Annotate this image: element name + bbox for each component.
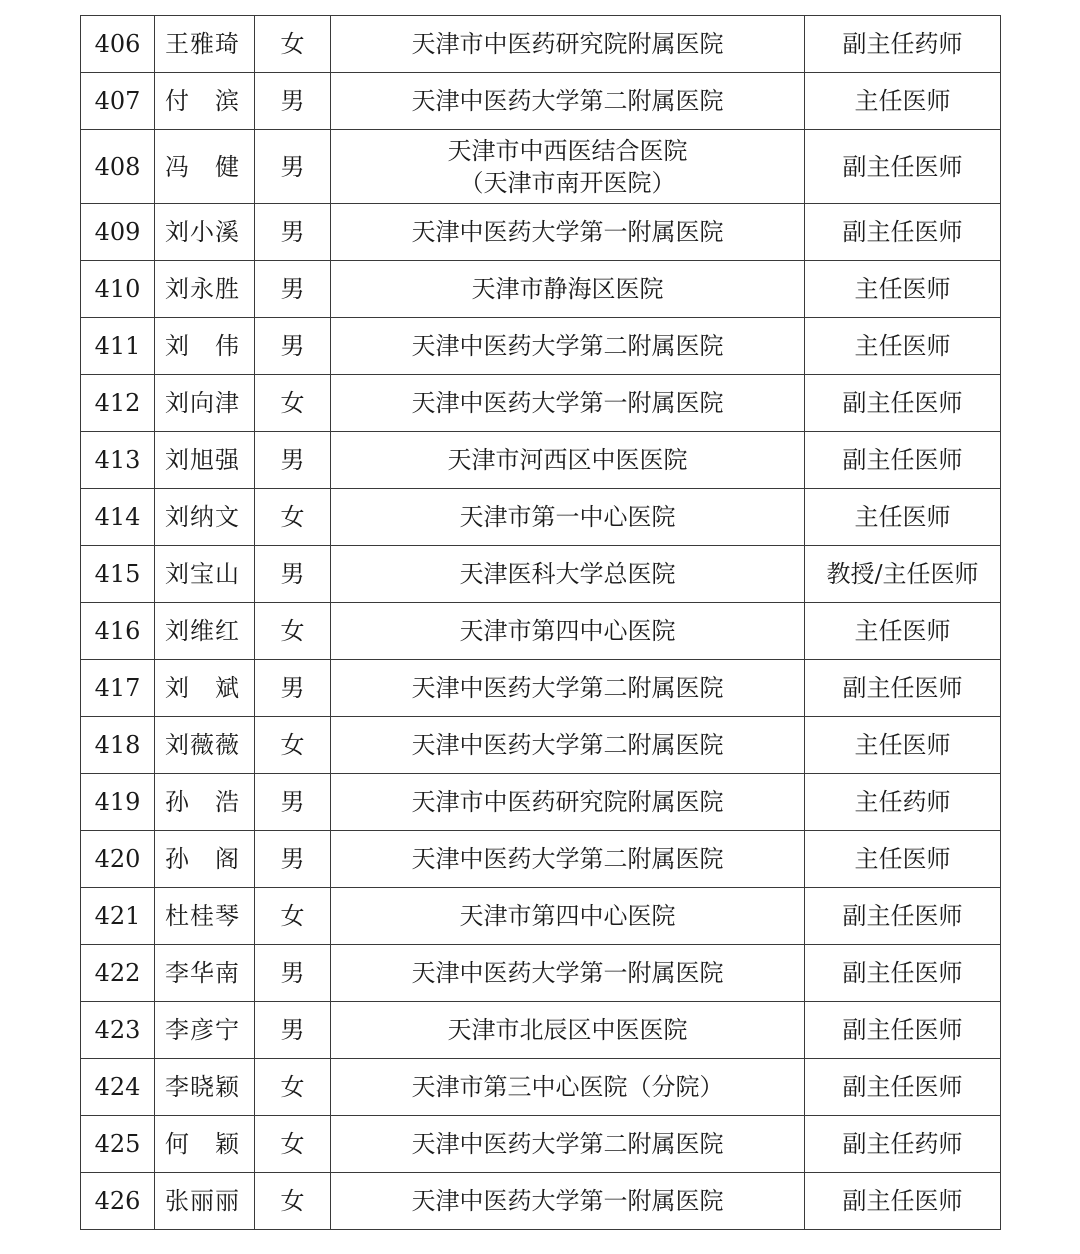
institution-cell [331,1002,805,1059]
sex-cell: 男 [255,660,331,717]
title-cell: 主任医师 [805,603,1001,660]
title-cell: 副主任医师 [805,945,1001,1002]
institution-line: 天津市中医药研究院附属医院 [411,788,724,816]
name-cell: 刘永胜 [155,261,255,318]
row-number-cell: 418 [81,717,155,774]
row-number-cell: 409 [81,204,155,261]
table-row [81,831,1001,888]
title-cell: 教授/主任医师 [805,546,1001,603]
title-cell: 主任医师 [805,318,1001,375]
sex-cell: 女 [255,375,331,432]
title-cell: 副主任医师 [805,130,1001,204]
row-number-cell: 407 [81,73,155,130]
roster-table [80,15,1001,1230]
name-cell: 李彦宁 [155,1002,255,1059]
row-number-cell: 422 [81,945,155,1002]
institution-cell [331,660,805,717]
institution-cell [331,603,805,660]
institution-cell [331,261,805,318]
table-row [81,945,1001,1002]
institution-line: 天津市中西医结合医院 [447,136,688,165]
title-cell: 主任医师 [805,261,1001,318]
title-cell: 主任医师 [805,489,1001,546]
table-row [81,261,1001,318]
institution-cell [331,1059,805,1116]
name-cell: 刘宝山 [155,546,255,603]
row-number-cell: 417 [81,660,155,717]
institution-line: 天津市第三中心医院（分院） [411,1073,724,1101]
row-number-cell: 413 [81,432,155,489]
institution-line: 天津市静海区医院 [471,275,664,303]
institution-line: 天津中医药大学第二附属医院 [411,674,724,702]
name-cell: 刘维红 [155,603,255,660]
title-cell: 副主任药师 [805,16,1001,73]
row-number-cell: 426 [81,1173,155,1230]
row-number-cell: 414 [81,489,155,546]
institution-cell [331,774,805,831]
institution-cell [331,1173,805,1230]
name-cell: 冯 健 [155,130,255,204]
institution-cell [331,831,805,888]
institution-cell [331,945,805,1002]
institution-line: 天津中医药大学第二附属医院 [411,845,724,873]
sex-cell: 女 [255,1059,331,1116]
name-cell: 孙 浩 [155,774,255,831]
table-row [81,888,1001,945]
institution-cell [331,888,805,945]
name-cell: 何 颖 [155,1116,255,1173]
sex-cell: 男 [255,774,331,831]
row-number-cell: 421 [81,888,155,945]
table-row [81,1059,1001,1116]
row-number-cell: 425 [81,1116,155,1173]
institution-cell [331,16,805,73]
table-row [81,1116,1001,1173]
row-number-cell: 406 [81,16,155,73]
table-row [81,1002,1001,1059]
name-cell: 刘纳文 [155,489,255,546]
row-number-cell: 420 [81,831,155,888]
title-cell: 主任药师 [805,774,1001,831]
sex-cell: 女 [255,16,331,73]
row-number-cell: 411 [81,318,155,375]
institution-line: 天津中医药大学第一附属医院 [411,218,724,246]
institution-line-2: （天津市南开医院） [459,168,676,197]
institution-line: 天津医科大学总医院 [459,560,676,588]
title-cell: 副主任医师 [805,888,1001,945]
name-cell: 李华南 [155,945,255,1002]
table-row [81,318,1001,375]
roster-body [81,16,1001,1230]
title-cell: 副主任药师 [805,1116,1001,1173]
title-cell: 副主任医师 [805,204,1001,261]
sex-cell: 女 [255,1173,331,1230]
institution-line: 天津中医药大学第二附属医院 [411,1130,724,1158]
table-row [81,717,1001,774]
name-cell: 杜桂琴 [155,888,255,945]
row-number-cell: 415 [81,546,155,603]
table-row [81,660,1001,717]
institution-line: 天津市北辰区中医医院 [447,1016,688,1044]
institution-line: 天津中医药大学第二附属医院 [411,87,724,115]
sex-cell: 女 [255,603,331,660]
table-row [81,489,1001,546]
name-cell: 孙 阁 [155,831,255,888]
sex-cell: 男 [255,261,331,318]
institution-cell [331,375,805,432]
row-number-cell: 412 [81,375,155,432]
name-cell: 王雅琦 [155,16,255,73]
institution-cell [331,489,805,546]
title-cell: 副主任医师 [805,432,1001,489]
table-row [81,1173,1001,1230]
name-cell: 张丽丽 [155,1173,255,1230]
institution-line: 天津中医药大学第一附属医院 [411,1187,724,1215]
institution-line: 天津市第四中心医院 [459,902,676,930]
institution-line: 天津市中医药研究院附属医院 [411,30,724,58]
title-cell: 主任医师 [805,73,1001,130]
title-cell: 副主任医师 [805,1173,1001,1230]
institution-cell [331,130,805,204]
row-number-cell: 416 [81,603,155,660]
institution-cell [331,546,805,603]
name-cell: 李晓颖 [155,1059,255,1116]
sex-cell: 男 [255,204,331,261]
table-row [81,204,1001,261]
title-cell: 副主任医师 [805,375,1001,432]
sex-cell: 男 [255,318,331,375]
table-row [81,774,1001,831]
institution-cell [331,432,805,489]
name-cell: 刘 伟 [155,318,255,375]
row-number-cell: 423 [81,1002,155,1059]
name-cell: 刘小溪 [155,204,255,261]
institution-line: 天津中医药大学第一附属医院 [411,959,724,987]
institution-line: 天津中医药大学第二附属医院 [411,731,724,759]
institution-line: 天津中医药大学第一附属医院 [411,389,724,417]
name-cell: 刘旭强 [155,432,255,489]
table-row [81,73,1001,130]
sex-cell: 男 [255,432,331,489]
title-cell: 副主任医师 [805,660,1001,717]
sex-cell: 女 [255,888,331,945]
sex-cell: 男 [255,546,331,603]
sex-cell: 女 [255,489,331,546]
name-cell: 刘薇薇 [155,717,255,774]
row-number-cell: 408 [81,130,155,204]
institution-cell [331,318,805,375]
institution-cell [331,73,805,130]
sex-cell: 男 [255,831,331,888]
title-cell: 主任医师 [805,717,1001,774]
institution-line: 天津市河西区中医医院 [447,446,688,474]
title-cell: 主任医师 [805,831,1001,888]
name-cell: 刘向津 [155,375,255,432]
title-cell: 副主任医师 [805,1059,1001,1116]
row-number-cell: 419 [81,774,155,831]
institution-cell [331,1116,805,1173]
name-cell: 刘 斌 [155,660,255,717]
row-number-cell: 410 [81,261,155,318]
table-row [81,16,1001,73]
table-row [81,375,1001,432]
institution-cell [331,717,805,774]
table-row [81,603,1001,660]
sex-cell: 男 [255,945,331,1002]
institution-line: 天津市第一中心医院 [459,503,676,531]
sex-cell: 男 [255,73,331,130]
institution-line: 天津市第四中心医院 [459,617,676,645]
sex-cell: 男 [255,1002,331,1059]
table-row [81,546,1001,603]
title-cell: 副主任医师 [805,1002,1001,1059]
table-row [81,432,1001,489]
institution-line: 天津中医药大学第二附属医院 [411,332,724,360]
sex-cell: 女 [255,1116,331,1173]
row-number-cell: 424 [81,1059,155,1116]
name-cell: 付 滨 [155,73,255,130]
sex-cell: 女 [255,717,331,774]
institution-cell [331,204,805,261]
table-row [81,130,1001,204]
sex-cell: 男 [255,130,331,204]
